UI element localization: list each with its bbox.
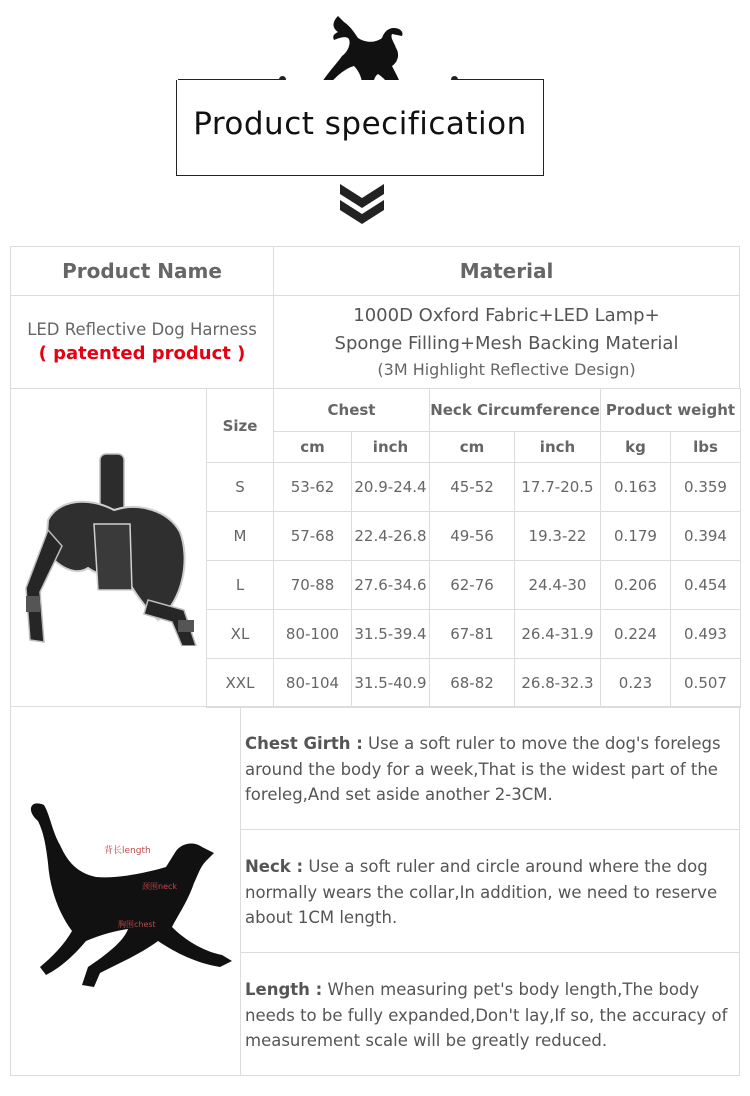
table-cell-neck_cm: 62-76 [429, 560, 515, 610]
table-cell-lbs: 0.507 [670, 658, 741, 708]
material-line-1: 1000D Oxford Fabric+LED Lamp+ [353, 305, 660, 326]
material-line-3: (3M Highlight Reflective Design) [377, 360, 636, 379]
length-text: When measuring pet's body length,The body needs to be fully expanded,Don't lay,If so, the accuracy of measurement scale will be greatly reduced. [245, 980, 728, 1050]
table-cell-kg: 0.163 [600, 462, 671, 512]
neck-text: Use a soft ruler and circle around where the dog normally wears the collar,In addition, we need to reserve about 1CM length. [245, 857, 718, 927]
table-cell-neck_in: 19.3-22 [514, 511, 601, 561]
table-cell-chest_in: 31.5-40.9 [351, 658, 430, 708]
patent-note: ( patented product ) [38, 343, 246, 364]
table-cell-size: S [206, 462, 274, 512]
unit-header: inch [351, 431, 430, 463]
table-cell-size: M [206, 511, 274, 561]
unit-header: cm [273, 431, 352, 463]
table-cell-neck_cm: 68-82 [429, 658, 515, 708]
table-cell-chest_cm: 80-100 [273, 609, 352, 659]
table-cell-size: XL [206, 609, 274, 659]
size-header: Size [206, 388, 274, 463]
material-header: Material [273, 246, 740, 296]
table-cell-chest_cm: 53-62 [273, 462, 352, 512]
table-cell-lbs: 0.359 [670, 462, 741, 512]
table-cell-neck_in: 24.4-30 [514, 560, 601, 610]
dog-diagram-cell [10, 706, 241, 1076]
table-cell-lbs: 0.454 [670, 560, 741, 610]
chest-girth-title: Chest Girth : [245, 734, 363, 753]
table-cell-chest_in: 20.9-24.4 [351, 462, 430, 512]
page-title: Product specification [193, 106, 527, 142]
unit-header: lbs [670, 431, 741, 463]
table-cell-kg: 0.23 [600, 658, 671, 708]
table-cell-kg: 0.206 [600, 560, 671, 610]
table-cell-neck_in: 17.7-20.5 [514, 462, 601, 512]
material-cell [273, 295, 740, 389]
table-cell-chest_in: 27.6-34.6 [351, 560, 430, 610]
diagram-chest-label: 胸围chest [117, 920, 156, 929]
unit-header: kg [600, 431, 671, 463]
product-name: LED Reflective Dog Harness [27, 320, 257, 339]
neck-title: Neck : [245, 857, 304, 876]
table-cell-size: XXL [206, 658, 274, 708]
dog-measure-diagram [16, 791, 236, 991]
table-cell-lbs: 0.394 [670, 511, 741, 561]
chest-girth-desc [240, 706, 740, 830]
table-cell-chest_cm: 80-104 [273, 658, 352, 708]
product-name-cell [10, 295, 274, 389]
length-title: Length : [245, 980, 323, 999]
table-cell-kg: 0.179 [600, 511, 671, 561]
harness-image-cell [10, 388, 207, 707]
diagram-length-label: 背长length [103, 846, 151, 856]
material-line-2: Sponge Filling+Mesh Backing Material [334, 333, 679, 354]
unit-header: inch [514, 431, 601, 463]
length-desc [240, 952, 740, 1076]
neck-desc [240, 829, 740, 953]
table-cell-chest_cm: 70-88 [273, 560, 352, 610]
chest-girth-text: Use a soft ruler to move the dog's forelegs around the body for a week,That is the widest part of the foreleg,And set aside another 2-3CM. [245, 734, 721, 804]
table-cell-neck_cm: 49-56 [429, 511, 515, 561]
table-cell-neck_in: 26.8-32.3 [514, 658, 601, 708]
table-cell-neck_cm: 45-52 [429, 462, 515, 512]
double-chevron-down-icon [338, 182, 386, 224]
table-cell-chest_cm: 57-68 [273, 511, 352, 561]
unit-header: cm [429, 431, 515, 463]
diagram-neck-label: 颈围neck [141, 882, 177, 891]
chest-header: Chest [273, 388, 430, 432]
table-cell-kg: 0.224 [600, 609, 671, 659]
table-cell-neck_in: 26.4-31.9 [514, 609, 601, 659]
table-cell-lbs: 0.493 [670, 609, 741, 659]
table-cell-chest_in: 22.4-26.8 [351, 511, 430, 561]
table-cell-neck_cm: 67-81 [429, 609, 515, 659]
harness-image [18, 450, 200, 646]
table-cell-chest_in: 31.5-39.4 [351, 609, 430, 659]
product-weight-header: Product weight [600, 388, 741, 432]
neck-circumference-header: Neck Circumference [429, 388, 601, 432]
table-cell-size: L [206, 560, 274, 610]
product-name-header: Product Name [10, 246, 274, 296]
